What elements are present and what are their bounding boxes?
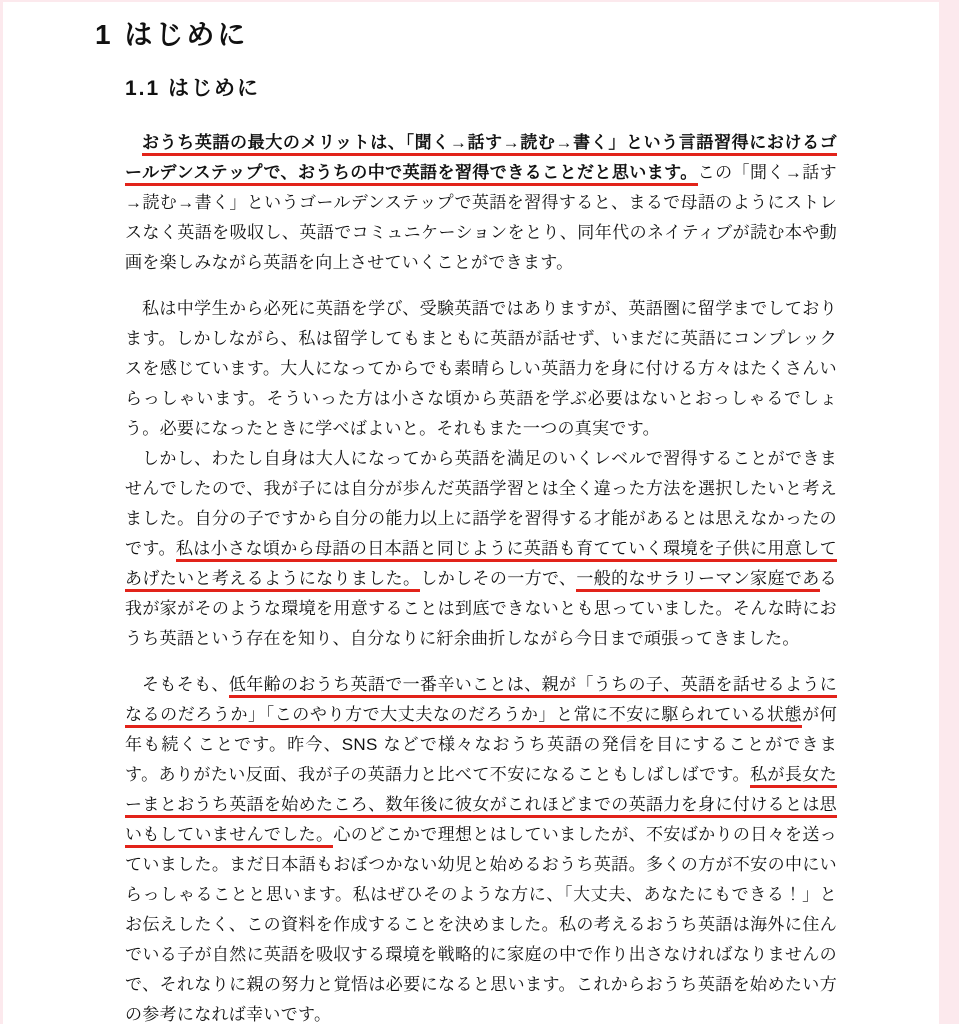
red-underlined-text: 私は小さな頃から母語の日本語と同じように英語も育てていく環境を子供に用意してあげたいと考えるようになりました。 — [125, 539, 837, 592]
paragraph — [125, 670, 837, 1030]
text-segment: しかし、わたし自身は大人になってから英語を満足のいくレベルで習得することができませんでしたので、我が子には自分が歩んだ英語学習とは全く違った方法を選択したいと考えました。自分の子ですから自分の能力以上に語学を習得する才能があるとは思えなかったのです。 — [125, 449, 837, 558]
text-segment: 心のどこかで理想とはしていましたが、不安ばかりの日々を送っていました。まだ日本語もおぼつかない幼児と始めるおうち英語。多くの方が不安の中にいらっしゃることと思います。私はぜひそのような方に、「大丈夫、あなたにもできる！」とお伝えしたく、この資料を作成することを決めました。私の考えるおうち英語は海外に住んでいる子が自然に英語を吸収する環境を戦略的に家庭の中で作り出さなければなりませんので、それなりに親の努力と覚悟は必要になると思います。これからおうち英語を始めたい方の参考になれば幸いです。 — [125, 825, 837, 1024]
text-segment: が何年も続くことです。昨今、SNS などで様々なおうち英語の発信を目にすることができます。ありがたい反面、我が子の英語力と比べて不安になることもしばしばです。 — [125, 705, 837, 784]
paragraph — [125, 444, 837, 654]
text-segment: この「聞く→話す→読む→書く」というゴールデンステップで英語を習得すると、まるで母語のようにストレスなく英語を吸収し、英語でコミュニケーションをとり、同年代のネイティブが読む本や動画を楽しみながら英語を向上させていくことができます。 — [125, 163, 837, 272]
red-underlined-text: 私が長女たーまとおうち英語を始めたころ、数年後に彼女がこれほどまでの英語力を身に付けるとは思いもしていませんでした。 — [125, 765, 837, 848]
page-border-right — [939, 0, 959, 1024]
text-segment: 私は中学生から必死に英語を学び、受験英語ではありますが、英語圏に留学までしております。しかしながら、私は留学してもまともに英語が話せず、いまだに英語にコンプレックスを感じています。大人になってからでも素晴らしい英語力を身に付ける方々はたくさんいらっしゃいます。そういった方は小さな頃から英語を学ぶ必要はないとおっしゃるでしょう。必要になったときに学べばよいと。それもまた一つの真実です。 — [125, 299, 837, 438]
text-segment: しかしその一方で、 — [420, 569, 577, 588]
paragraph — [125, 128, 837, 278]
text-segment: そもそも、 — [142, 675, 229, 694]
text-segment: る我が家がそのような環境を用意することは到底できないとも思っていました。そんな時におうち英語という存在を知り、自分なりに紆余曲折しながら今日まで頑張ってきました。 — [125, 569, 837, 648]
paragraphs — [125, 128, 837, 1030]
red-underlined-text: 低年齢のおうち英語で一番辛いことは、親が「うちの子、英語を話せるようになるのだろうか」「このやり方で大丈夫なのだろうか」と常に不安に駆られている状態 — [125, 675, 837, 728]
red-underlined-text: 一般的なサラリーマン家庭であ — [576, 569, 819, 592]
subsection-heading: 1.1 はじめに — [125, 77, 261, 100]
red-underlined-text: おうち英語の最大のメリットは、「聞く→話す→読む→書く」という言語習得におけるゴールデンステップで、おうちの中で英語を習得できることだと思います。 — [125, 133, 837, 186]
page-border-left — [0, 0, 3, 1024]
paragraph — [125, 294, 837, 444]
page-border-top — [0, 0, 959, 2]
section-heading: 1 はじめに — [95, 19, 249, 50]
